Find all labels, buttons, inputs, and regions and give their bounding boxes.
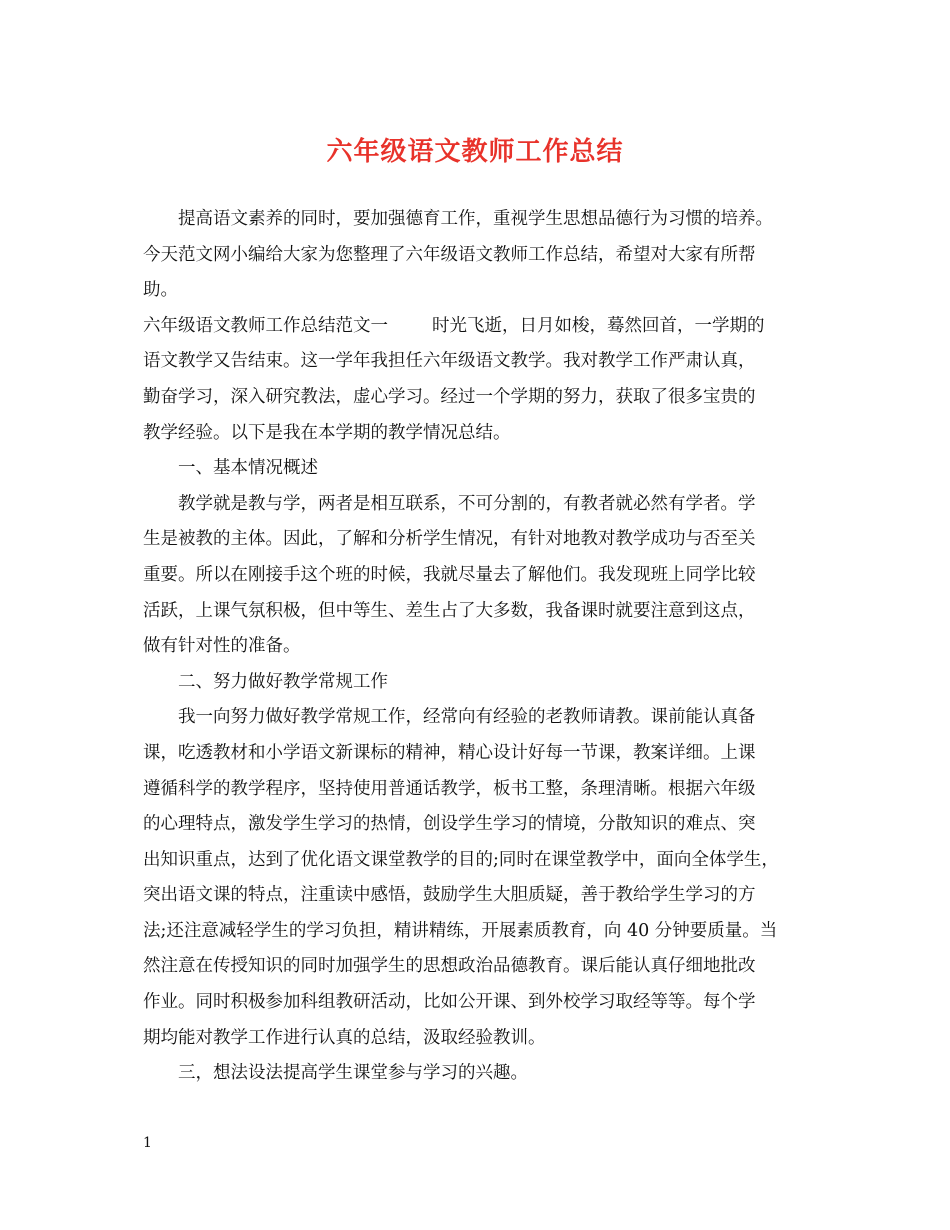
- body-line-text: 法;还注意减轻学生的学习负担，精讲精练，开展素质教育，向 40 分钟要质量。当: [143, 920, 778, 941]
- body-line: [143, 736, 813, 772]
- body-line: [143, 985, 813, 1021]
- body-line: [143, 451, 813, 487]
- body-line-text: 出知识重点，达到了优化语文课堂教学的目的;同时在课堂教学中，面向全体学生，: [143, 849, 779, 870]
- body-line: [143, 807, 813, 843]
- body-line-text: 教学经验。以下是我在本学期的教学情况总结。: [143, 422, 511, 443]
- body-line: [143, 416, 813, 452]
- body-line: [143, 344, 813, 380]
- body-line-text: 教学就是教与学，两者是相互联系，不可分割的，有教者就必然有学者。学: [178, 493, 756, 514]
- body-line-text: 助。: [143, 280, 178, 301]
- body-line-text: 遵循科学的教学程序，坚持使用普通话教学，板书工整，条理清晰。根据六年级: [143, 778, 756, 799]
- body-line: [143, 1021, 813, 1057]
- document-title: 六年级语文教师工作总结: [326, 137, 624, 167]
- body-line-text: 做有针对性的准备。: [143, 636, 301, 657]
- body-line: [143, 202, 813, 238]
- body-line-text: 生是被教的主体。因此，了解和分析学生情况，有针对地教对教学成功与否至关: [143, 529, 756, 550]
- body-line-text: 提高语文素养的同时，要加强德育工作，重视学生思想品德行为习惯的培养。: [178, 209, 773, 229]
- body-line-text: 突出语文课的特点，注重读中感悟，鼓励学生大胆质疑，善于教给学生学习的方: [143, 885, 756, 906]
- body-line: [143, 380, 813, 416]
- body-line: [143, 522, 813, 558]
- body-line-text-continued: 时光飞逝，日月如梭，蓦然回首，一学期的: [432, 315, 765, 336]
- body-line: [143, 843, 813, 879]
- document-body: [143, 202, 813, 1092]
- body-line-text: 语文教学又告结束。这一学年我担任六年级语文教学。我对教学工作严肃认真，: [143, 351, 756, 372]
- body-line-text: 勤奋学习，深入研究教法，虚心学习。经过一个学期的努力，获取了很多宝贵的: [143, 386, 756, 407]
- body-line: [143, 238, 813, 274]
- body-line-text: 期均能对教学工作进行认真的总结，汲取经验教训。: [143, 1027, 546, 1048]
- body-line: [143, 558, 813, 594]
- body-line-text: 三，想法设法提高学生课堂参与学习的兴趣。: [178, 1063, 528, 1084]
- body-line: [143, 1056, 813, 1092]
- body-line: [143, 665, 813, 701]
- body-line-text: 课，吃透教材和小学语文新课标的精神，精心设计好每一节课，教案详细。上课: [143, 742, 756, 763]
- body-line-text: 活跃，上课气氛积极，但中等生、差生占了大多数，我备课时就要注意到这点，: [143, 600, 756, 621]
- body-line: [143, 629, 813, 665]
- body-line: [143, 914, 813, 950]
- body-line: [143, 594, 813, 630]
- body-line: [143, 273, 813, 309]
- body-line-text: 的心理特点，激发学生学习的热情，创设学生学习的情境，分散知识的难点、突: [143, 814, 756, 835]
- body-line-text: 然注意在传授知识的同时加强学生的思想政治品德教育。课后能认真仔细地批改: [143, 956, 756, 977]
- body-line-text: 作业。同时积极参加科组教研活动，比如公开课、到外校学习取经等等。每个学: [143, 992, 756, 1013]
- body-line: [143, 772, 813, 808]
- body-line: [143, 309, 813, 345]
- body-line: [143, 878, 813, 914]
- page-number: 1: [143, 1135, 152, 1151]
- body-line-text: 六年级语文教师工作总结范文一: [143, 315, 388, 336]
- body-line: [143, 700, 813, 736]
- body-line: [143, 487, 813, 523]
- body-line-text: 二、努力做好教学常规工作: [178, 671, 388, 692]
- body-line-text: 一、基本情况概述: [178, 458, 318, 479]
- body-line-text: 今天范文网小编给大家为您整理了六年级语文教师工作总结，希望对大家有所帮: [143, 244, 756, 265]
- body-line-text: 重要。所以在刚接手这个班的时候，我就尽量去了解他们。我发现班上同学比较: [143, 564, 756, 585]
- body-line-text: 我一向努力做好教学常规工作，经常向有经验的老教师请教。课前能认真备: [178, 707, 756, 728]
- body-line: [143, 949, 813, 985]
